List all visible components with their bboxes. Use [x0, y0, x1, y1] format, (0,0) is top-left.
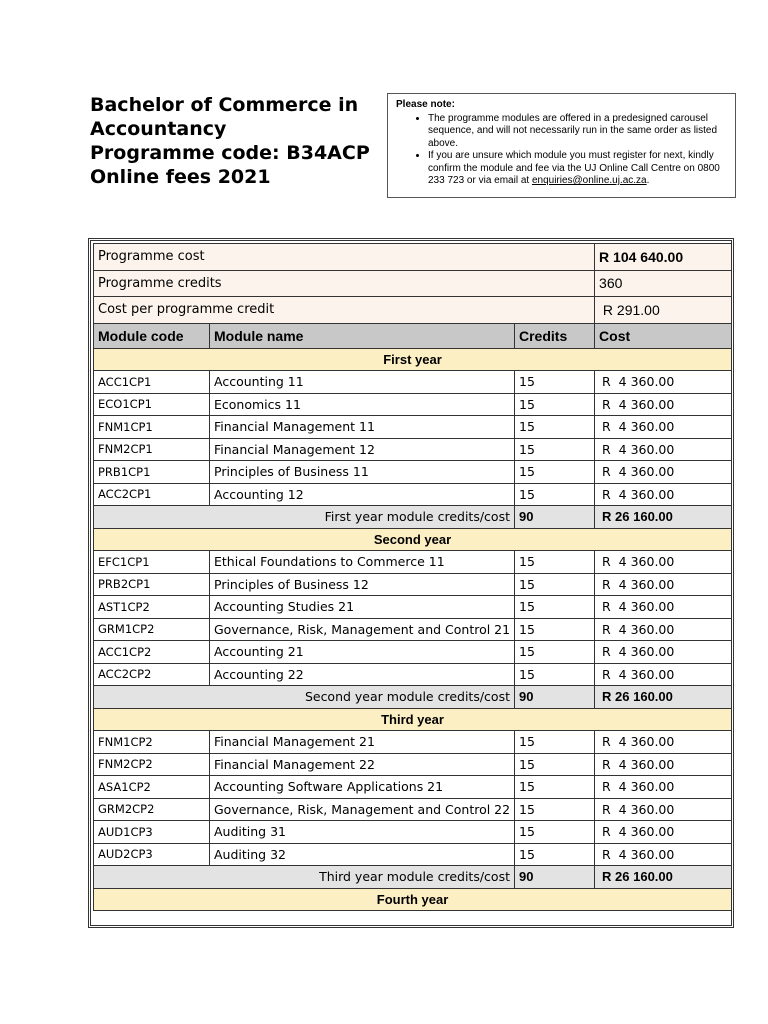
title-line-code: Programme code: B34ACP — [90, 142, 370, 164]
module-credits: 15 — [515, 753, 595, 776]
year-total-credits: 90 — [515, 866, 595, 889]
year-total-label: Third year module credits/cost — [94, 866, 515, 889]
module-code: AUD2CP3 — [94, 843, 210, 866]
note-heading: Please note: — [396, 99, 455, 110]
module-name: Accounting 12 — [210, 483, 515, 506]
year-heading: Fourth year — [94, 888, 732, 911]
module-code: FNM2CP2 — [94, 753, 210, 776]
module-credits: 15 — [515, 393, 595, 416]
year-heading: Second year — [94, 528, 732, 551]
module-credits: 15 — [515, 843, 595, 866]
module-credits: 15 — [515, 641, 595, 664]
year-total-row — [94, 866, 732, 889]
year-heading-row — [94, 528, 732, 551]
module-code: AUD1CP3 — [94, 821, 210, 844]
module-row — [94, 753, 732, 776]
module-row — [94, 798, 732, 821]
module-credits: 15 — [515, 618, 595, 641]
module-row — [94, 843, 732, 866]
module-row — [94, 483, 732, 506]
module-cost: R 4 360.00 — [595, 416, 732, 439]
module-code: AST1CP2 — [94, 596, 210, 619]
module-code: ACC2CP1 — [94, 483, 210, 506]
year-total-row — [94, 506, 732, 529]
module-name: Accounting Software Applications 21 — [210, 776, 515, 799]
module-credits: 15 — [515, 821, 595, 844]
module-code: ACC2CP2 — [94, 663, 210, 686]
module-name: Auditing 32 — [210, 843, 515, 866]
year-heading: Third year — [94, 708, 732, 731]
module-cost: R 4 360.00 — [595, 798, 732, 821]
title-line-fees: Online fees 2021 — [90, 166, 271, 188]
module-row — [94, 596, 732, 619]
module-row — [94, 438, 732, 461]
module-name: Ethical Foundations to Commerce 11 — [210, 551, 515, 574]
module-code: FNM2CP1 — [94, 438, 210, 461]
module-name: Financial Management 12 — [210, 438, 515, 461]
year-heading: First year — [94, 348, 732, 371]
enquiries-email-link[interactable]: enquiries@online.uj.ac.za — [531, 175, 647, 186]
note-bullet-2-text: If you are unsure which module you must register for next, kindly confirm the module and fee via the UJ Online Call Centre on 0800 233 723 or via email at — [428, 150, 720, 186]
module-code: ASA1CP2 — [94, 776, 210, 799]
module-row — [94, 731, 732, 754]
note-bullet-carousel — [428, 113, 727, 151]
column-header-cost: Cost — [595, 323, 732, 348]
column-header-name: Module name — [210, 323, 515, 348]
module-row — [94, 371, 732, 394]
module-credits: 15 — [515, 776, 595, 799]
module-code: ACC1CP1 — [94, 371, 210, 394]
programme-cost-row — [94, 244, 732, 271]
cost-per-credit-row — [94, 297, 732, 324]
module-cost: R 4 360.00 — [595, 551, 732, 574]
module-credits: 15 — [515, 731, 595, 754]
module-name: Economics 11 — [210, 393, 515, 416]
title-line-degree: Bachelor of Commerce in — [90, 94, 359, 116]
module-cost: R 4 360.00 — [595, 753, 732, 776]
module-credits: 15 — [515, 371, 595, 394]
module-row — [94, 821, 732, 844]
module-code: FNM1CP1 — [94, 416, 210, 439]
cost-per-credit-value: R 291.00 — [595, 297, 732, 324]
year-heading-row — [94, 708, 732, 731]
cost-per-credit-label: Cost per programme credit — [94, 297, 595, 324]
year-total-row — [94, 686, 732, 709]
module-row — [94, 618, 732, 641]
year-total-credits: 90 — [515, 506, 595, 529]
module-code: PRB1CP1 — [94, 461, 210, 484]
programme-cost-value: R 104 640.00 — [595, 244, 732, 271]
module-code: ACC1CP2 — [94, 641, 210, 664]
note-list — [396, 113, 727, 188]
module-name: Financial Management 21 — [210, 731, 515, 754]
module-name: Accounting 22 — [210, 663, 515, 686]
module-name: Governance, Risk, Management and Control 21 — [210, 618, 515, 641]
module-row — [94, 551, 732, 574]
module-code: GRM1CP2 — [94, 618, 210, 641]
note-bullet-contact — [428, 150, 727, 188]
year-heading-row — [94, 348, 732, 371]
column-header-credits: Credits — [515, 323, 595, 348]
programme-credits-row — [94, 270, 732, 297]
module-name: Principles of Business 12 — [210, 573, 515, 596]
module-code: GRM2CP2 — [94, 798, 210, 821]
module-credits: 15 — [515, 596, 595, 619]
column-header-row — [94, 323, 732, 348]
year-total-credits: 90 — [515, 686, 595, 709]
module-row — [94, 663, 732, 686]
module-credits: 15 — [515, 416, 595, 439]
module-row — [94, 776, 732, 799]
document-title — [90, 93, 380, 189]
fees-table-frame — [88, 238, 734, 928]
note-bullet-2-end: . — [646, 175, 650, 186]
title-line-field: Accountancy — [90, 118, 227, 140]
module-code: ECO1CP1 — [94, 393, 210, 416]
module-cost: R 4 360.00 — [595, 731, 732, 754]
module-credits: 15 — [515, 438, 595, 461]
year-total-cost: R 26 160.00 — [595, 866, 732, 889]
module-cost: R 4 360.00 — [595, 618, 732, 641]
module-name: Financial Management 11 — [210, 416, 515, 439]
module-cost: R 4 360.00 — [595, 371, 732, 394]
note-bullet-1-text: The programme modules are offered in a predesigned carousel sequence, and will not necessarily run in the same order as listed above. — [428, 112, 718, 149]
module-cost: R 4 360.00 — [595, 438, 732, 461]
module-row — [94, 641, 732, 664]
module-row — [94, 573, 732, 596]
module-code: PRB2CP1 — [94, 573, 210, 596]
module-code: EFC1CP1 — [94, 551, 210, 574]
module-code: FNM1CP2 — [94, 731, 210, 754]
module-credits: 15 — [515, 551, 595, 574]
module-name: Financial Management 22 — [210, 753, 515, 776]
module-name: Principles of Business 11 — [210, 461, 515, 484]
column-header-code: Module code — [94, 323, 210, 348]
module-row — [94, 416, 732, 439]
module-credits: 15 — [515, 483, 595, 506]
module-credits: 15 — [515, 461, 595, 484]
module-cost: R 4 360.00 — [595, 821, 732, 844]
module-cost: R 4 360.00 — [595, 393, 732, 416]
module-name: Governance, Risk, Management and Control 22 — [210, 798, 515, 821]
module-cost: R 4 360.00 — [595, 596, 732, 619]
programme-credits-label: Programme credits — [94, 270, 595, 297]
module-row — [94, 461, 732, 484]
year-total-label: Second year module credits/cost — [94, 686, 515, 709]
note-box — [387, 93, 736, 198]
module-cost: R 4 360.00 — [595, 573, 732, 596]
programme-credits-value: 360 — [595, 270, 732, 297]
module-row — [94, 393, 732, 416]
module-credits: 15 — [515, 798, 595, 821]
year-total-cost: R 26 160.00 — [595, 686, 732, 709]
module-name: Auditing 31 — [210, 821, 515, 844]
module-cost: R 4 360.00 — [595, 663, 732, 686]
fees-table-body — [94, 244, 732, 911]
year-heading-row — [94, 888, 732, 911]
module-name: Accounting 21 — [210, 641, 515, 664]
module-cost: R 4 360.00 — [595, 843, 732, 866]
programme-cost-label: Programme cost — [94, 244, 595, 271]
module-credits: 15 — [515, 573, 595, 596]
module-credits: 15 — [515, 663, 595, 686]
module-name: Accounting Studies 21 — [210, 596, 515, 619]
module-cost: R 4 360.00 — [595, 461, 732, 484]
module-name: Accounting 11 — [210, 371, 515, 394]
year-total-label: First year module credits/cost — [94, 506, 515, 529]
module-cost: R 4 360.00 — [595, 641, 732, 664]
fees-table — [93, 243, 732, 911]
year-total-cost: R 26 160.00 — [595, 506, 732, 529]
module-cost: R 4 360.00 — [595, 776, 732, 799]
module-cost: R 4 360.00 — [595, 483, 732, 506]
